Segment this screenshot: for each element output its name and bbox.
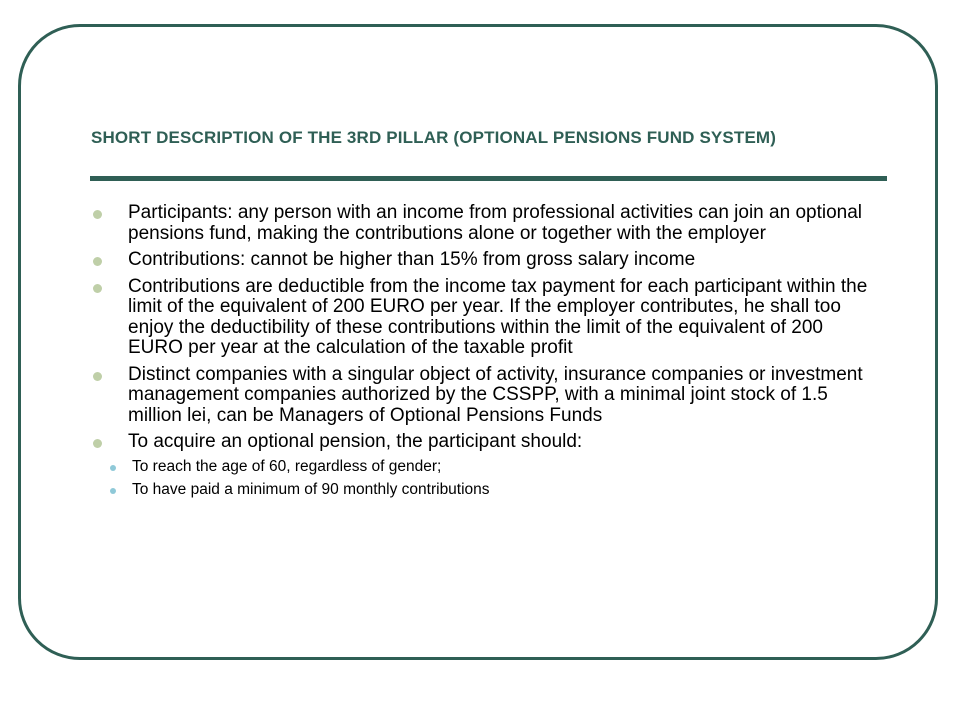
sub-bullet-dot-icon bbox=[110, 488, 116, 494]
bullet-dot-icon bbox=[93, 257, 102, 266]
bullet-text: Contributions are deductible from the income tax payment for each participant within the limit of the equivalent of 200 EURO per year. If the employer contributes, he shall too enjoy the deductibility of these contributions within the limit of the equivalent of 200 EURO per year at the calculation of the taxable profit bbox=[128, 275, 868, 358]
bullet-dot-icon bbox=[93, 439, 102, 448]
slide-title: SHORT DESCRIPTION OF THE 3RD PILLAR (OPTIONAL PENSIONS FUND SYSTEM) bbox=[91, 128, 777, 147]
bullet-text: Participants: any person with an income from professional activities can join an optional pensions fund, making the contributions alone or together with the employer bbox=[128, 202, 862, 244]
sub-bullet-dot-icon bbox=[110, 465, 116, 471]
bullet-text: Contributions: cannot be higher than 15% from gross salary income bbox=[128, 249, 696, 270]
bullet-contributions-limit bbox=[90, 250, 870, 271]
bullet-deductibility bbox=[90, 277, 870, 359]
bullet-dot-icon bbox=[93, 284, 102, 293]
bullet-managers bbox=[90, 365, 870, 427]
sub-bullet-age bbox=[90, 457, 870, 477]
sub-bullet-list bbox=[128, 457, 870, 500]
bullet-participants bbox=[90, 203, 870, 244]
bullet-dot-icon bbox=[93, 372, 102, 381]
bullet-dot-icon bbox=[93, 210, 102, 219]
bullet-acquire-pension bbox=[90, 432, 870, 500]
sub-bullet-contributions bbox=[90, 480, 870, 500]
bullet-text: Distinct companies with a singular object of activity, insurance companies or investment management companies authorized by the CSSPP, with a minimal joint stock of 1.5 million lei, can be Managers of Optional Pensions Funds bbox=[128, 363, 863, 426]
sub-bullet-text: To have paid a minimum of 90 monthly contributions bbox=[132, 480, 490, 498]
bullet-text: To acquire an optional pension, the participant should: bbox=[128, 431, 583, 452]
bullet-list bbox=[90, 203, 870, 506]
title-divider bbox=[90, 176, 887, 181]
sub-bullet-text: To reach the age of 60, regardless of gender; bbox=[132, 457, 442, 475]
